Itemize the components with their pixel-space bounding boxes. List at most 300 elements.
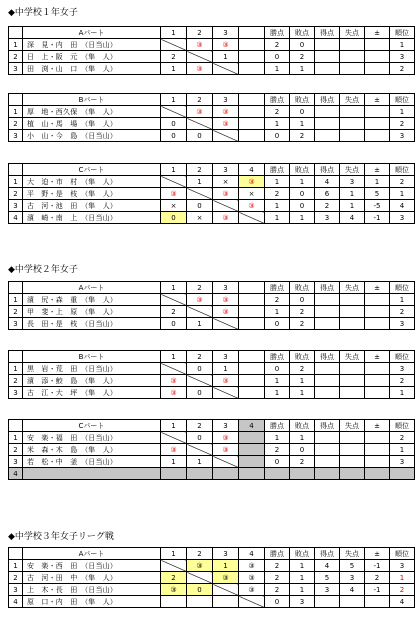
stat-cell: 3 <box>315 584 340 596</box>
team-number: 4 <box>9 596 23 608</box>
diagonal-cell <box>239 596 265 608</box>
header-row <box>9 164 415 176</box>
stat-cell: 4 <box>315 560 340 572</box>
header-row <box>9 548 415 560</box>
stat-cell <box>315 106 340 118</box>
stat-cell <box>365 51 390 63</box>
table-row <box>9 212 415 224</box>
stat-header: 得点 <box>315 94 340 106</box>
stat-cell: 1 <box>390 294 415 306</box>
result-cell: ③ <box>213 106 239 118</box>
stat-cell: 4 <box>340 212 365 224</box>
stat-cell <box>340 363 365 375</box>
team-number: 2 <box>9 306 23 318</box>
col-header: 3 <box>213 27 239 39</box>
stat-header: 勝点 <box>265 282 290 294</box>
diagonal-cell <box>213 387 239 399</box>
stat-cell: 2 <box>265 560 290 572</box>
stat-header: 得点 <box>315 282 340 294</box>
league-table-3a <box>8 547 415 608</box>
diagonal-cell <box>161 560 187 572</box>
stat-cell: 2 <box>390 584 415 596</box>
stat-cell <box>365 456 390 468</box>
stat-cell: 1 <box>265 118 290 130</box>
stat-cell <box>315 363 340 375</box>
stat-cell: 5 <box>365 188 390 200</box>
result-cell: ③ <box>213 375 239 387</box>
stat-header: 勝点 <box>265 351 290 363</box>
stat-cell: 4 <box>390 200 415 212</box>
team-number: 2 <box>9 444 23 456</box>
league-table-1b <box>8 93 415 142</box>
stat-cell: 0 <box>265 363 290 375</box>
result-cell: ③ <box>161 584 187 596</box>
stat-cell <box>340 130 365 142</box>
stat-cell <box>340 432 365 444</box>
stat-cell <box>365 318 390 330</box>
result-cell: ③ <box>161 188 187 200</box>
stat-cell <box>340 106 365 118</box>
stat-cell: 4 <box>340 584 365 596</box>
stat-cell: 0 <box>290 444 315 456</box>
stat-header: 得点 <box>315 351 340 363</box>
stat-cell <box>365 596 390 608</box>
team-number: 3 <box>9 130 23 142</box>
table-row <box>9 176 415 188</box>
result-cell <box>239 456 265 468</box>
stat-cell: 0 <box>290 188 315 200</box>
stat-cell: 2 <box>265 39 290 51</box>
col-header: 4 <box>239 548 265 560</box>
team-name: 長 田・是 枝 （日当山） <box>23 318 161 330</box>
stat-cell: 3 <box>390 130 415 142</box>
team-number: 3 <box>9 63 23 75</box>
stat-cell: 1 <box>290 432 315 444</box>
team-name: 古 河・池 田 （隼 人） <box>23 200 161 212</box>
stat-header: 敗点 <box>290 548 315 560</box>
header-row <box>9 282 415 294</box>
team-number: 4 <box>9 212 23 224</box>
stat-cell <box>315 387 340 399</box>
team-number: 3 <box>9 456 23 468</box>
stat-cell: 1 <box>365 176 390 188</box>
col-header <box>239 351 265 363</box>
stat-cell: 1 <box>390 572 415 584</box>
stat-cell <box>315 444 340 456</box>
stat-cell <box>365 432 390 444</box>
col-header <box>239 94 265 106</box>
team-number: 2 <box>9 118 23 130</box>
stat-cell: 3 <box>390 456 415 468</box>
stat-cell: 2 <box>265 188 290 200</box>
table-row <box>9 306 415 318</box>
stat-header: 失点 <box>340 282 365 294</box>
col-header <box>239 27 265 39</box>
stat-cell: 1 <box>290 572 315 584</box>
diagonal-cell <box>213 130 239 142</box>
diagonal-cell <box>187 444 213 456</box>
stat-header: 勝点 <box>265 420 290 432</box>
team-name: 小 山・今 島 （日当山） <box>23 130 161 142</box>
stat-header: ± <box>365 351 390 363</box>
stat-cell: 2 <box>290 306 315 318</box>
result-cell: 1 <box>213 560 239 572</box>
result-cell <box>239 294 265 306</box>
stat-cell <box>365 106 390 118</box>
team-number: 3 <box>9 584 23 596</box>
stat-cell: 0 <box>265 318 290 330</box>
team-name: 日 上・阪 元 （隼 人） <box>23 51 161 63</box>
result-cell <box>239 130 265 142</box>
table-row <box>9 51 415 63</box>
result-cell: × <box>187 212 213 224</box>
col-header: 2 <box>187 420 213 432</box>
team-name: 若 松・中 釜 （日当山） <box>23 456 161 468</box>
team-name: 古 河・田 中 （隼 人） <box>23 572 161 584</box>
stat-cell: 3 <box>390 212 415 224</box>
stat-cell <box>265 468 290 480</box>
diagonal-cell <box>187 572 213 584</box>
diagonal-cell <box>213 318 239 330</box>
stat-cell <box>365 63 390 75</box>
stat-header: 敗点 <box>290 164 315 176</box>
table-row <box>9 130 415 142</box>
result-cell: ③ <box>213 188 239 200</box>
stat-cell <box>315 432 340 444</box>
result-cell: ③ <box>213 572 239 584</box>
team-number: 2 <box>9 572 23 584</box>
stat-cell: 1 <box>390 106 415 118</box>
stat-cell: 1 <box>340 188 365 200</box>
result-cell: 0 <box>187 387 213 399</box>
stat-cell: 1 <box>290 118 315 130</box>
diagonal-cell <box>161 294 187 306</box>
stat-cell: 0 <box>290 106 315 118</box>
stat-cell: 1 <box>265 200 290 212</box>
section-title: ◆中学校１年女子 <box>8 8 78 18</box>
result-cell <box>239 39 265 51</box>
stat-header: ± <box>365 548 390 560</box>
result-cell <box>239 432 265 444</box>
result-cell <box>239 375 265 387</box>
stat-cell: 1 <box>265 375 290 387</box>
stat-header: 順位 <box>390 94 415 106</box>
stat-header: 順位 <box>390 548 415 560</box>
result-cell: ③ <box>161 375 187 387</box>
team-name: 植 山・馬 場 （隼 人） <box>23 118 161 130</box>
stat-cell <box>340 51 365 63</box>
stat-cell <box>315 294 340 306</box>
header-row <box>9 351 415 363</box>
section-title: ◆中学校２年女子 <box>8 265 78 275</box>
stat-cell: 3 <box>390 363 415 375</box>
stat-cell: 2 <box>265 584 290 596</box>
stat-cell: 2 <box>290 456 315 468</box>
team-name: 大 迫・市 村 （隼 人） <box>23 176 161 188</box>
result-cell: ③ <box>187 560 213 572</box>
diagonal-cell <box>161 432 187 444</box>
team-name: 厚 地・西久保 （隼 人） <box>23 106 161 118</box>
stat-cell: 3 <box>340 176 365 188</box>
result-cell: 1 <box>213 363 239 375</box>
stat-cell <box>365 39 390 51</box>
stat-cell: 1 <box>265 63 290 75</box>
result-cell <box>161 596 187 608</box>
stat-cell: 2 <box>290 318 315 330</box>
stat-cell: 2 <box>390 306 415 318</box>
diagonal-cell <box>213 456 239 468</box>
team-name: 米 森・木 島 （隼 人） <box>23 444 161 456</box>
team-number: 1 <box>9 39 23 51</box>
diagonal-cell <box>161 39 187 51</box>
stat-cell: 4 <box>390 596 415 608</box>
stat-cell: 1 <box>265 306 290 318</box>
stat-cell <box>315 318 340 330</box>
result-cell <box>187 596 213 608</box>
col-header: 1 <box>161 351 187 363</box>
result-cell: ③ <box>213 306 239 318</box>
result-cell: ③ <box>161 444 187 456</box>
result-cell: 0 <box>187 432 213 444</box>
table-row <box>9 106 415 118</box>
table-row <box>9 188 415 200</box>
table-row <box>9 294 415 306</box>
stat-cell: 0 <box>265 130 290 142</box>
stat-cell <box>340 456 365 468</box>
stat-header: ± <box>365 27 390 39</box>
stat-cell: 2 <box>265 106 290 118</box>
col-header: 1 <box>161 548 187 560</box>
team-name: 上 木・長 田 （日当山） <box>23 584 161 596</box>
part-title: Cパート <box>23 164 161 176</box>
stat-cell: 0 <box>290 294 315 306</box>
result-cell: ③ <box>187 294 213 306</box>
col-header: 4 <box>239 420 265 432</box>
stat-cell: 2 <box>265 294 290 306</box>
team-name: 安 楽・福 田 （日当山） <box>23 432 161 444</box>
stat-cell: 6 <box>315 188 340 200</box>
result-cell: 2 <box>161 51 187 63</box>
header-row <box>9 27 415 39</box>
result-cell: 0 <box>161 318 187 330</box>
part-title: Bパート <box>23 94 161 106</box>
stat-cell: 1 <box>390 188 415 200</box>
stat-cell: 1 <box>290 212 315 224</box>
team-number: 1 <box>9 560 23 572</box>
stat-cell: 1 <box>265 432 290 444</box>
result-cell: ③ <box>213 118 239 130</box>
col-header: 4 <box>239 164 265 176</box>
stat-cell: 1 <box>340 200 365 212</box>
col-header: 1 <box>161 164 187 176</box>
stat-cell: 2 <box>265 572 290 584</box>
col-header: 3 <box>213 164 239 176</box>
result-cell: 0 <box>187 363 213 375</box>
team-name <box>23 468 161 480</box>
stat-header: 勝点 <box>265 94 290 106</box>
stat-cell <box>365 375 390 387</box>
result-cell: 1 <box>187 318 213 330</box>
result-cell: ③ <box>213 39 239 51</box>
table-row <box>9 444 415 456</box>
stat-header: 敗点 <box>290 420 315 432</box>
stat-cell <box>365 363 390 375</box>
stat-cell <box>340 318 365 330</box>
stat-header: 順位 <box>390 27 415 39</box>
team-name: 濱 尻・森 重 （隼 人） <box>23 294 161 306</box>
stat-cell <box>315 468 340 480</box>
result-cell <box>239 63 265 75</box>
stat-cell <box>365 294 390 306</box>
result-cell <box>161 468 187 480</box>
result-cell: ③ <box>213 294 239 306</box>
stat-header: 得点 <box>315 27 340 39</box>
stat-cell <box>315 306 340 318</box>
stat-cell <box>365 468 390 480</box>
col-header: 2 <box>187 351 213 363</box>
stat-header: 敗点 <box>290 282 315 294</box>
team-number: 2 <box>9 375 23 387</box>
result-cell: 1 <box>213 51 239 63</box>
col-header: 1 <box>161 27 187 39</box>
team-number: 1 <box>9 432 23 444</box>
stat-cell <box>315 39 340 51</box>
result-cell: 1 <box>161 456 187 468</box>
stat-cell: 1 <box>290 584 315 596</box>
result-cell: × <box>239 188 265 200</box>
result-cell: 0 <box>187 584 213 596</box>
result-cell: 2 <box>161 306 187 318</box>
result-cell: ③ <box>239 584 265 596</box>
stat-header: 順位 <box>390 164 415 176</box>
table-row <box>9 584 415 596</box>
col-header: 3 <box>213 282 239 294</box>
diagonal-cell <box>187 306 213 318</box>
diagonal-cell <box>187 51 213 63</box>
table-row <box>9 468 415 480</box>
stat-cell: 1 <box>390 444 415 456</box>
stat-header: 順位 <box>390 282 415 294</box>
stat-cell: 1 <box>390 387 415 399</box>
result-cell: ③ <box>187 39 213 51</box>
team-number: 3 <box>9 200 23 212</box>
result-cell <box>239 363 265 375</box>
stat-cell: 2 <box>265 444 290 456</box>
stat-cell <box>390 468 415 480</box>
table-row <box>9 200 415 212</box>
result-cell: 1 <box>187 456 213 468</box>
stat-cell: 5 <box>315 572 340 584</box>
table-row <box>9 375 415 387</box>
team-name: 甲 斐・上 原 （隼 人） <box>23 306 161 318</box>
part-title: Bパート <box>23 351 161 363</box>
stat-header: 敗点 <box>290 27 315 39</box>
stat-cell: 1 <box>265 212 290 224</box>
stat-cell <box>315 63 340 75</box>
stat-cell: 5 <box>340 560 365 572</box>
team-number: 2 <box>9 51 23 63</box>
team-number: 3 <box>9 318 23 330</box>
stat-header: 失点 <box>340 94 365 106</box>
table-row <box>9 39 415 51</box>
diagonal-cell <box>213 200 239 212</box>
stat-header: 得点 <box>315 548 340 560</box>
table-row <box>9 63 415 75</box>
stat-header: ± <box>365 94 390 106</box>
stat-cell: 2 <box>315 200 340 212</box>
table-row <box>9 596 415 608</box>
stat-header: 勝点 <box>265 27 290 39</box>
table-row <box>9 572 415 584</box>
stat-cell <box>365 387 390 399</box>
table-row <box>9 560 415 572</box>
stat-cell <box>340 39 365 51</box>
stat-cell: 3 <box>390 51 415 63</box>
result-cell: ③ <box>239 176 265 188</box>
stat-cell: -5 <box>365 200 390 212</box>
stat-cell <box>365 444 390 456</box>
table-row <box>9 318 415 330</box>
col-header: 1 <box>161 282 187 294</box>
stat-cell: 1 <box>265 176 290 188</box>
stat-cell: 2 <box>290 130 315 142</box>
team-name: 濱 崎・南 上 （日当山） <box>23 212 161 224</box>
part-title: Aパート <box>23 27 161 39</box>
stat-cell: 4 <box>315 176 340 188</box>
result-cell <box>239 387 265 399</box>
stat-header: 失点 <box>340 351 365 363</box>
team-number: 1 <box>9 294 23 306</box>
result-cell <box>239 468 265 480</box>
stat-cell: 0 <box>290 39 315 51</box>
table-row <box>9 363 415 375</box>
stat-header: 勝点 <box>265 548 290 560</box>
diagonal-cell <box>213 584 239 596</box>
stat-cell <box>365 130 390 142</box>
result-cell <box>239 51 265 63</box>
diagonal-cell <box>187 375 213 387</box>
league-table-2a <box>8 281 415 330</box>
stat-cell: -1 <box>365 212 390 224</box>
stat-cell <box>315 51 340 63</box>
stat-header: 失点 <box>340 27 365 39</box>
stat-cell: 2 <box>390 375 415 387</box>
stat-cell: 3 <box>340 572 365 584</box>
header-row <box>9 420 415 432</box>
result-cell: ③ <box>239 572 265 584</box>
result-cell: × <box>213 176 239 188</box>
part-title: Cパート <box>23 420 161 432</box>
stat-cell: 0 <box>265 51 290 63</box>
table-row <box>9 456 415 468</box>
col-header: 3 <box>213 420 239 432</box>
stat-cell: 0 <box>290 200 315 212</box>
stat-cell: 2 <box>390 176 415 188</box>
stat-cell: 0 <box>265 596 290 608</box>
stat-header: 得点 <box>315 164 340 176</box>
part-title: Aパート <box>23 548 161 560</box>
stat-cell <box>340 387 365 399</box>
result-cell: ③ <box>187 106 213 118</box>
team-name: 濱 添・鮫 島 （隼 人） <box>23 375 161 387</box>
stat-cell: 3 <box>315 212 340 224</box>
stat-header: 失点 <box>340 164 365 176</box>
stat-cell: 3 <box>290 596 315 608</box>
result-cell: ③ <box>213 212 239 224</box>
diagonal-cell <box>161 106 187 118</box>
league-table-1a <box>8 26 415 75</box>
stat-header: 順位 <box>390 351 415 363</box>
